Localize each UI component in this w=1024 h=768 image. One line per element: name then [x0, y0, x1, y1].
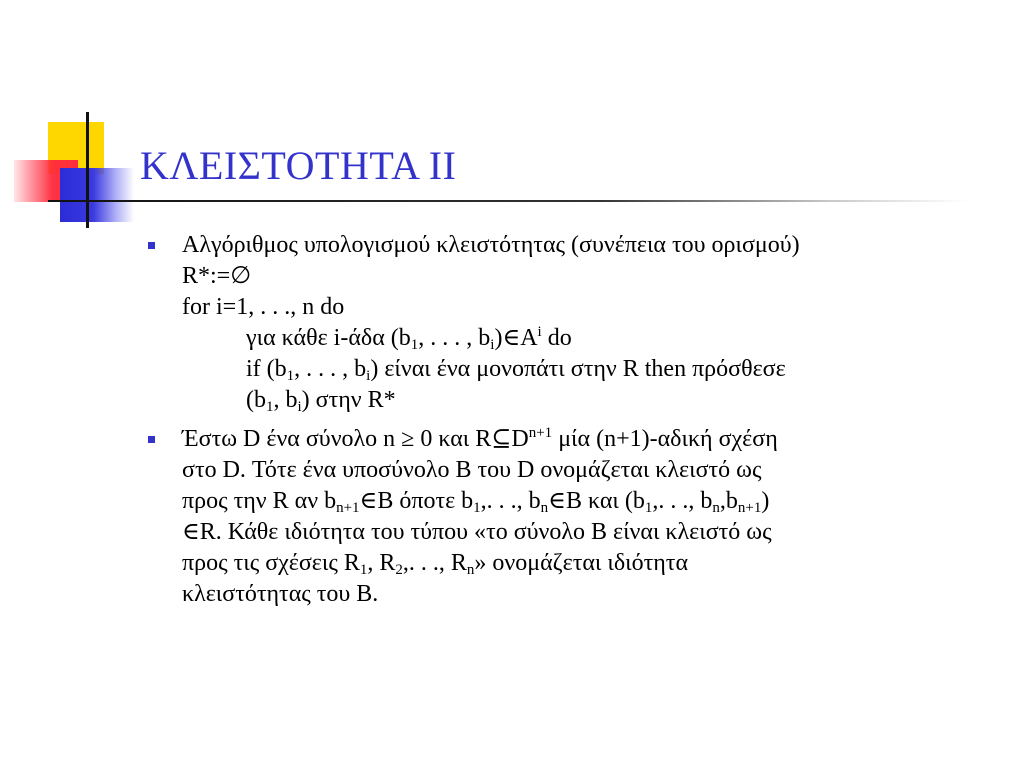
- bullet-definition: [148, 424, 998, 610]
- algorithm-heading: Αλγόριθμος υπολογισμού κλειστότητας (συνέπεια του ορισμού): [182, 232, 800, 258]
- algorithm-add-line: ($b_1$, $b_i$) στην R*: [246, 387, 396, 415]
- algorithm-foreach-line: για κάθε i-άδα ($b_1$, . . . , $b_i)\in A^i$ do: [246, 324, 572, 353]
- algorithm-for-line: for i=1, . . ., n do: [182, 294, 345, 320]
- algorithm-init-line: R*:=∅: [182, 263, 252, 289]
- decor-blue-square: [60, 168, 134, 222]
- definition-line-6: κλειστότητας του B.: [182, 581, 379, 607]
- bullet-square-icon: [148, 242, 155, 249]
- bullet-algorithm: [148, 230, 998, 416]
- title-underline: [48, 200, 968, 202]
- decor-vertical-line: [86, 112, 89, 228]
- definition-line-4: ∈R. Κάθε ιδιότητα του τύπου «το σύνολο B είναι κλειστό ως: [182, 519, 772, 545]
- definition-line-1: Έστω D ένα σύνολο n ≥ 0 και $R⊆D^{n+1}$ μία (n+1)-αδική σχέση: [182, 425, 778, 452]
- definition-line-3: προς την R αν $b_{n+1}\in B$ όποτε $b_1$,. . ., $b_n\in B$ και ($b_1$,. . ., $b_n,b_{n+1}$): [182, 488, 770, 516]
- slide-title: ΚΛΕΙΣΤΟΤΗΤΑ ΙΙ: [140, 143, 457, 188]
- bullet-square-icon: [148, 436, 155, 443]
- definition-line-5: προς τις σχέσεις $R_1$, $R_2$,. . ., $R_n$» ονομάζεται ιδιότητα: [182, 550, 689, 578]
- algorithm-if-line: if ($b_1$, . . . , $b_i$) είναι ένα μονοπάτι στην R then πρόσθεσε: [246, 356, 786, 384]
- slide-body: [148, 230, 998, 610]
- definition-line-2: στο D. Τότε ένα υποσύνολο B του D ονομάζεται κλειστό ως: [182, 457, 762, 483]
